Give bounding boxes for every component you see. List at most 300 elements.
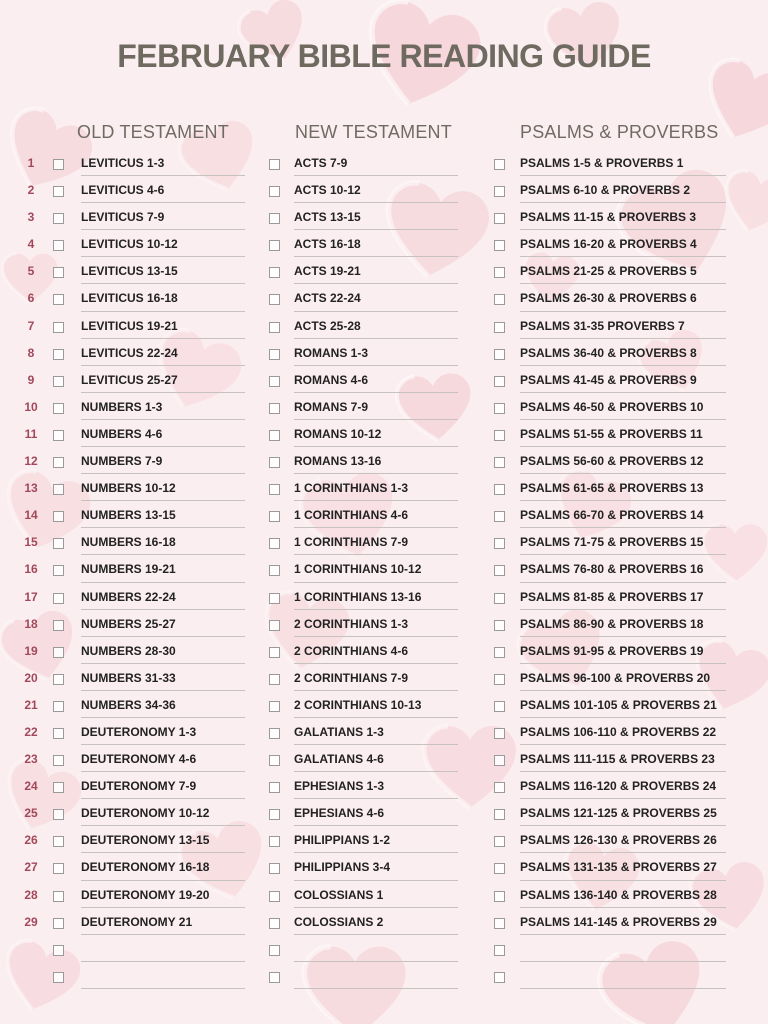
underline-divider bbox=[520, 609, 726, 610]
reading-checkbox[interactable] bbox=[269, 403, 280, 414]
day-number: 22 bbox=[24, 724, 38, 739]
reading-label: DEUTERONOMY 10-12 bbox=[81, 806, 210, 821]
reading-label: NUMBERS 16-18 bbox=[81, 535, 176, 550]
underline-divider bbox=[81, 934, 245, 935]
reading-checkbox[interactable] bbox=[494, 294, 505, 305]
reading-label: 1 CORINTHIANS 10-12 bbox=[294, 562, 422, 577]
reading-checkbox[interactable] bbox=[269, 782, 280, 793]
reading-label: DEUTERONOMY 4-6 bbox=[81, 752, 197, 767]
underline-divider bbox=[520, 527, 726, 528]
reading-label: ROMANS 10-12 bbox=[294, 426, 382, 441]
underline-divider bbox=[520, 446, 726, 447]
underline-divider bbox=[294, 446, 458, 447]
reading-checkbox[interactable] bbox=[269, 322, 280, 333]
reading-checkbox[interactable] bbox=[53, 593, 64, 604]
day-number: 15 bbox=[24, 535, 38, 550]
reading-label: PSALMS 131-135 & PROVERBS 27 bbox=[520, 860, 717, 875]
reading-label: COLOSSIANS 1 bbox=[294, 887, 384, 902]
underline-divider bbox=[294, 202, 458, 203]
reading-label: PSALMS 76-80 & PROVERBS 16 bbox=[520, 562, 704, 577]
reading-checkbox[interactable] bbox=[494, 159, 505, 170]
reading-label: NUMBERS 13-15 bbox=[81, 508, 176, 523]
underline-divider bbox=[81, 663, 245, 664]
reading-checkbox[interactable] bbox=[269, 728, 280, 739]
reading-checkbox[interactable] bbox=[53, 674, 64, 685]
underline-divider bbox=[294, 392, 458, 393]
reading-checkbox[interactable] bbox=[53, 701, 64, 712]
reading-checkbox[interactable] bbox=[494, 213, 505, 224]
day-number: 2 bbox=[27, 183, 35, 198]
reading-label: PSALMS 91-95 & PROVERBS 19 bbox=[520, 643, 704, 658]
underline-divider bbox=[520, 175, 726, 176]
reading-checkbox[interactable] bbox=[494, 728, 505, 739]
reading-label: LEVITICUS 10-12 bbox=[81, 237, 178, 252]
reading-checkbox[interactable] bbox=[53, 294, 64, 305]
reading-label: ROMANS 7-9 bbox=[294, 399, 369, 414]
reading-checkbox[interactable] bbox=[269, 836, 280, 847]
reading-label: GALATIANS 4-6 bbox=[294, 752, 384, 767]
reading-checkbox[interactable] bbox=[494, 809, 505, 820]
underline-divider bbox=[294, 880, 458, 881]
underline-divider bbox=[520, 825, 726, 826]
day-number: 7 bbox=[27, 318, 35, 333]
underline-divider bbox=[520, 419, 726, 420]
underline-divider bbox=[294, 256, 458, 257]
reading-label: NUMBERS 4-6 bbox=[81, 426, 163, 441]
underline-divider bbox=[520, 717, 726, 718]
underline-divider bbox=[520, 690, 726, 691]
underline-divider bbox=[81, 311, 245, 312]
day-number: 14 bbox=[24, 508, 38, 523]
reading-label: PSALMS 96-100 & PROVERBS 20 bbox=[520, 670, 711, 685]
reading-checkbox[interactable] bbox=[53, 891, 64, 902]
underline-divider bbox=[294, 175, 458, 176]
reading-label: LEVITICUS 19-21 bbox=[81, 318, 178, 333]
underline-divider bbox=[294, 338, 458, 339]
psalms-proverbs-header: PSALMS & PROVERBS bbox=[520, 122, 719, 142]
reading-label: PSALMS 71-75 & PROVERBS 15 bbox=[520, 535, 704, 550]
reading-checkbox[interactable] bbox=[53, 430, 64, 441]
reading-checkbox[interactable] bbox=[494, 538, 505, 549]
reading-checkbox[interactable] bbox=[269, 972, 280, 983]
reading-label: DEUTERONOMY 19-20 bbox=[81, 887, 210, 902]
underline-divider bbox=[81, 229, 245, 230]
reading-label: PSALMS 141-145 & PROVERBS 29 bbox=[520, 914, 717, 929]
reading-checkbox[interactable] bbox=[269, 159, 280, 170]
underline-divider bbox=[520, 229, 726, 230]
reading-label: NUMBERS 10-12 bbox=[81, 481, 176, 496]
reading-label: 2 CORINTHIANS 10-13 bbox=[294, 697, 422, 712]
day-number: 25 bbox=[24, 806, 38, 821]
underline-divider bbox=[520, 771, 726, 772]
reading-label: LEVITICUS 25-27 bbox=[81, 372, 178, 387]
reading-label: PSALMS 6-10 & PROVERBS 2 bbox=[520, 183, 691, 198]
day-number: 6 bbox=[27, 291, 35, 306]
underline-divider bbox=[520, 798, 726, 799]
reading-checkbox[interactable] bbox=[53, 809, 64, 820]
reading-label: EPHESIANS 4-6 bbox=[294, 806, 385, 821]
day-number: 11 bbox=[24, 426, 38, 441]
underline-divider bbox=[294, 473, 458, 474]
underline-divider bbox=[520, 961, 726, 962]
reading-label: PSALMS 31-35 PROVERBS 7 bbox=[520, 318, 685, 333]
underline-divider bbox=[81, 256, 245, 257]
heart-icon bbox=[0, 931, 89, 1024]
underline-divider bbox=[81, 771, 245, 772]
reading-label: LEVITICUS 16-18 bbox=[81, 291, 178, 306]
underline-divider bbox=[520, 256, 726, 257]
reading-checkbox[interactable] bbox=[494, 918, 505, 929]
day-number: 24 bbox=[24, 779, 38, 794]
day-number: 28 bbox=[24, 887, 38, 902]
reading-label: ROMANS 4-6 bbox=[294, 372, 369, 387]
underline-divider bbox=[294, 988, 458, 989]
reading-label: NUMBERS 7-9 bbox=[81, 454, 163, 469]
reading-checkbox[interactable] bbox=[269, 538, 280, 549]
heart-icon bbox=[371, 171, 498, 298]
reading-checkbox[interactable] bbox=[269, 240, 280, 251]
underline-divider bbox=[294, 852, 458, 853]
reading-label: PSALMS 26-30 & PROVERBS 6 bbox=[520, 291, 697, 306]
reading-checkbox[interactable] bbox=[269, 484, 280, 495]
heart-icon bbox=[420, 720, 520, 820]
underline-divider bbox=[520, 338, 726, 339]
day-number: 19 bbox=[24, 643, 38, 658]
day-number: 29 bbox=[24, 914, 38, 929]
reading-checkbox[interactable] bbox=[269, 701, 280, 712]
reading-checkbox[interactable] bbox=[269, 945, 280, 956]
day-numbers bbox=[14, 150, 48, 936]
reading-checkbox[interactable] bbox=[53, 836, 64, 847]
reading-label: LEVITICUS 1-3 bbox=[81, 156, 165, 170]
reading-checkbox[interactable] bbox=[494, 565, 505, 576]
underline-divider bbox=[81, 365, 245, 366]
underline-divider bbox=[520, 554, 726, 555]
reading-checkbox[interactable] bbox=[269, 376, 280, 387]
reading-checkbox[interactable] bbox=[53, 349, 64, 360]
reading-checkbox[interactable] bbox=[269, 918, 280, 929]
heart-icon bbox=[392, 367, 479, 454]
reading-label: DEUTERONOMY 16-18 bbox=[81, 860, 210, 875]
day-number: 18 bbox=[24, 616, 38, 631]
underline-divider bbox=[81, 446, 245, 447]
reading-checkbox[interactable] bbox=[494, 240, 505, 251]
reading-label: COLOSSIANS 2 bbox=[294, 914, 384, 929]
reading-checkbox[interactable] bbox=[494, 755, 505, 766]
reading-checkbox[interactable] bbox=[494, 484, 505, 495]
reading-checkbox[interactable] bbox=[53, 538, 64, 549]
day-number: 17 bbox=[24, 589, 38, 604]
reading-label: PHILIPPIANS 3-4 bbox=[294, 860, 391, 875]
reading-checkbox[interactable] bbox=[494, 457, 505, 468]
reading-label: PSALMS 1-5 & PROVERBS 1 bbox=[520, 156, 684, 170]
reading-checkbox[interactable] bbox=[53, 159, 64, 170]
reading-label: GALATIANS 1-3 bbox=[294, 724, 384, 739]
underline-divider bbox=[81, 690, 245, 691]
reading-label: NUMBERS 22-24 bbox=[81, 589, 176, 604]
reading-checkbox[interactable] bbox=[53, 972, 64, 983]
underline-divider bbox=[81, 798, 245, 799]
reading-checkbox[interactable] bbox=[269, 213, 280, 224]
reading-checkbox[interactable] bbox=[494, 593, 505, 604]
underline-divider bbox=[81, 283, 245, 284]
underline-divider bbox=[294, 798, 458, 799]
underline-divider bbox=[294, 825, 458, 826]
underline-divider bbox=[81, 852, 245, 853]
underline-divider bbox=[520, 283, 726, 284]
underline-divider bbox=[294, 527, 458, 528]
underline-divider bbox=[81, 338, 245, 339]
reading-label: PSALMS 41-45 & PROVERBS 9 bbox=[520, 372, 697, 387]
reading-label: PHILIPPIANS 1-2 bbox=[294, 833, 391, 848]
day-number: 12 bbox=[24, 454, 38, 469]
underline-divider bbox=[81, 419, 245, 420]
reading-checkbox[interactable] bbox=[269, 647, 280, 658]
underline-divider bbox=[294, 717, 458, 718]
underline-divider bbox=[520, 582, 726, 583]
reading-checkbox[interactable] bbox=[53, 620, 64, 631]
reading-checkbox[interactable] bbox=[53, 918, 64, 929]
day-number: 8 bbox=[27, 345, 35, 360]
underline-divider bbox=[294, 636, 458, 637]
day-number: 16 bbox=[24, 562, 38, 577]
reading-checkbox[interactable] bbox=[53, 728, 64, 739]
reading-checkbox[interactable] bbox=[269, 755, 280, 766]
reading-label: PSALMS 111-115 & PROVERBS 23 bbox=[520, 752, 715, 767]
underline-divider bbox=[520, 744, 726, 745]
underline-divider bbox=[81, 717, 245, 718]
reading-checkbox[interactable] bbox=[269, 430, 280, 441]
reading-checkbox[interactable] bbox=[494, 674, 505, 685]
underline-divider bbox=[520, 636, 726, 637]
reading-label: PSALMS 61-65 & PROVERBS 13 bbox=[520, 481, 704, 496]
reading-checkbox[interactable] bbox=[494, 430, 505, 441]
reading-checkbox[interactable] bbox=[494, 647, 505, 658]
reading-label: PSALMS 101-105 & PROVERBS 21 bbox=[520, 697, 717, 712]
underline-divider bbox=[520, 392, 726, 393]
underline-divider bbox=[81, 636, 245, 637]
day-number: 10 bbox=[24, 399, 38, 414]
reading-checkbox[interactable] bbox=[53, 565, 64, 576]
reading-checkbox[interactable] bbox=[53, 484, 64, 495]
reading-label: PSALMS 16-20 & PROVERBS 4 bbox=[520, 237, 697, 252]
day-number: 20 bbox=[24, 670, 38, 685]
underline-divider bbox=[294, 582, 458, 583]
reading-label: 2 CORINTHIANS 1-3 bbox=[294, 616, 409, 631]
reading-checkbox[interactable] bbox=[53, 240, 64, 251]
reading-label: DEUTERONOMY 1-3 bbox=[81, 724, 197, 739]
underline-divider bbox=[81, 202, 245, 203]
day-number: 21 bbox=[24, 697, 38, 712]
underline-divider bbox=[294, 961, 458, 962]
underline-divider bbox=[81, 473, 245, 474]
reading-checkbox[interactable] bbox=[53, 376, 64, 387]
reading-checkbox[interactable] bbox=[494, 186, 505, 197]
underline-divider bbox=[81, 609, 245, 610]
underline-divider bbox=[294, 311, 458, 312]
reading-label: PSALMS 86-90 & PROVERBS 18 bbox=[520, 616, 704, 631]
reading-checkbox[interactable] bbox=[53, 213, 64, 224]
reading-checkbox[interactable] bbox=[53, 186, 64, 197]
reading-label: PSALMS 136-140 & PROVERBS 28 bbox=[520, 887, 717, 902]
underline-divider bbox=[294, 744, 458, 745]
reading-checkbox[interactable] bbox=[269, 593, 280, 604]
underline-divider bbox=[294, 365, 458, 366]
underline-divider bbox=[294, 934, 458, 935]
reading-checkbox[interactable] bbox=[494, 349, 505, 360]
reading-checkbox[interactable] bbox=[494, 863, 505, 874]
reading-checkbox[interactable] bbox=[269, 457, 280, 468]
reading-label: 2 CORINTHIANS 7-9 bbox=[294, 670, 409, 685]
reading-checkbox[interactable] bbox=[53, 511, 64, 522]
day-number: 1 bbox=[27, 156, 35, 170]
reading-label: PSALMS 46-50 & PROVERBS 10 bbox=[520, 399, 704, 414]
reading-label: PSALMS 11-15 & PROVERBS 3 bbox=[520, 210, 697, 225]
underline-divider bbox=[520, 988, 726, 989]
reading-label: ACTS 16-18 bbox=[294, 237, 361, 252]
page-title: FEBRUARY BIBLE READING GUIDE bbox=[117, 38, 651, 74]
reading-label: PSALMS 106-110 & PROVERBS 22 bbox=[520, 724, 717, 739]
reading-label: NUMBERS 34-36 bbox=[81, 697, 176, 712]
underline-divider bbox=[294, 554, 458, 555]
reading-checkbox[interactable] bbox=[494, 836, 505, 847]
underline-divider bbox=[81, 582, 245, 583]
underline-divider bbox=[81, 175, 245, 176]
reading-checkbox[interactable] bbox=[494, 267, 505, 278]
reading-checkbox[interactable] bbox=[494, 511, 505, 522]
reading-checkbox[interactable] bbox=[494, 620, 505, 631]
reading-label: ACTS 19-21 bbox=[294, 264, 361, 279]
underline-divider bbox=[81, 880, 245, 881]
reading-label: 1 CORINTHIANS 13-16 bbox=[294, 589, 422, 604]
reading-label: DEUTERONOMY 7-9 bbox=[81, 779, 197, 794]
reading-label: DEUTERONOMY 13-15 bbox=[81, 833, 210, 848]
old-testament-header: OLD TESTAMENT bbox=[77, 122, 229, 142]
reading-checkbox[interactable] bbox=[53, 457, 64, 468]
reading-checkbox[interactable] bbox=[269, 674, 280, 685]
underline-divider bbox=[294, 907, 458, 908]
reading-checkbox[interactable] bbox=[269, 891, 280, 902]
reading-label: DEUTERONOMY 21 bbox=[81, 914, 193, 929]
underline-divider bbox=[81, 988, 245, 989]
underline-divider bbox=[520, 473, 726, 474]
underline-divider bbox=[294, 609, 458, 610]
reading-checkbox[interactable] bbox=[494, 322, 505, 333]
day-number: 5 bbox=[27, 264, 35, 279]
heart-icon bbox=[300, 940, 410, 1024]
reading-label: 1 CORINTHIANS 4-6 bbox=[294, 508, 409, 523]
reading-checkbox[interactable] bbox=[53, 403, 64, 414]
reading-checkbox[interactable] bbox=[53, 782, 64, 793]
reading-checkbox[interactable] bbox=[269, 186, 280, 197]
reading-checkbox[interactable] bbox=[269, 294, 280, 305]
reading-label: ACTS 7-9 bbox=[294, 156, 348, 170]
reading-label: ACTS 25-28 bbox=[294, 318, 361, 333]
reading-label: LEVITICUS 13-15 bbox=[81, 264, 178, 279]
day-number: 9 bbox=[27, 372, 35, 387]
reading-label: PSALMS 81-85 & PROVERBS 17 bbox=[520, 589, 704, 604]
reading-label: PSALMS 51-55 & PROVERBS 11 bbox=[520, 426, 703, 441]
reading-checkbox[interactable] bbox=[53, 647, 64, 658]
reading-label: PSALMS 116-120 & PROVERBS 24 bbox=[520, 779, 717, 794]
reading-label: ACTS 22-24 bbox=[294, 291, 361, 306]
underline-divider bbox=[81, 392, 245, 393]
reading-checkbox[interactable] bbox=[269, 349, 280, 360]
underline-divider bbox=[294, 283, 458, 284]
underline-divider bbox=[81, 825, 245, 826]
underline-divider bbox=[520, 663, 726, 664]
reading-checkbox[interactable] bbox=[53, 863, 64, 874]
reading-label: LEVITICUS 7-9 bbox=[81, 210, 165, 225]
reading-checkbox[interactable] bbox=[494, 376, 505, 387]
underline-divider bbox=[81, 527, 245, 528]
underline-divider bbox=[294, 663, 458, 664]
underline-divider bbox=[520, 365, 726, 366]
day-number: 23 bbox=[24, 752, 38, 767]
underline-divider bbox=[294, 500, 458, 501]
underline-divider bbox=[520, 311, 726, 312]
reading-checkbox[interactable] bbox=[269, 511, 280, 522]
underline-divider bbox=[294, 771, 458, 772]
reading-checkbox[interactable] bbox=[269, 620, 280, 631]
reading-checkbox[interactable] bbox=[53, 755, 64, 766]
underline-divider bbox=[81, 907, 245, 908]
reading-checkbox[interactable] bbox=[269, 565, 280, 576]
reading-label: ACTS 10-12 bbox=[294, 183, 361, 198]
reading-checkbox[interactable] bbox=[494, 782, 505, 793]
reading-checkbox[interactable] bbox=[494, 945, 505, 956]
reading-checkbox[interactable] bbox=[494, 701, 505, 712]
reading-label: NUMBERS 1-3 bbox=[81, 399, 163, 414]
reading-label: NUMBERS 31-33 bbox=[81, 670, 176, 685]
reading-checkbox[interactable] bbox=[269, 863, 280, 874]
underline-divider bbox=[81, 554, 245, 555]
underline-divider bbox=[81, 961, 245, 962]
reading-label: NUMBERS 25-27 bbox=[81, 616, 176, 631]
reading-label: PSALMS 36-40 & PROVERBS 8 bbox=[520, 345, 697, 360]
reading-label: 2 CORINTHIANS 4-6 bbox=[294, 643, 409, 658]
day-number: 4 bbox=[27, 237, 35, 252]
underline-divider bbox=[520, 500, 726, 501]
underline-divider bbox=[294, 229, 458, 230]
reading-checkbox[interactable] bbox=[269, 267, 280, 278]
reading-label: 1 CORINTHIANS 1-3 bbox=[294, 481, 409, 496]
underline-divider bbox=[81, 500, 245, 501]
underline-divider bbox=[520, 852, 726, 853]
reading-label: EPHESIANS 1-3 bbox=[294, 779, 385, 794]
reading-checkbox[interactable] bbox=[494, 891, 505, 902]
new-testament-header: NEW TESTAMENT bbox=[295, 122, 452, 142]
reading-label: PSALMS 56-60 & PROVERBS 12 bbox=[520, 454, 704, 469]
reading-label: ACTS 13-15 bbox=[294, 210, 361, 225]
underline-divider bbox=[294, 690, 458, 691]
reading-label: PSALMS 126-130 & PROVERBS 26 bbox=[520, 833, 717, 848]
reading-checkbox[interactable] bbox=[494, 972, 505, 983]
reading-checkbox[interactable] bbox=[53, 267, 64, 278]
reading-checkbox[interactable] bbox=[269, 809, 280, 820]
underline-divider bbox=[520, 934, 726, 935]
reading-checkbox[interactable] bbox=[53, 322, 64, 333]
reading-label: ROMANS 13-16 bbox=[294, 454, 382, 469]
reading-checkbox[interactable] bbox=[494, 403, 505, 414]
reading-label: PSALMS 21-25 & PROVERBS 5 bbox=[520, 264, 697, 279]
reading-checkbox[interactable] bbox=[53, 945, 64, 956]
underline-divider bbox=[81, 744, 245, 745]
day-number: 13 bbox=[24, 481, 38, 496]
underline-divider bbox=[520, 880, 726, 881]
reading-label: ROMANS 1-3 bbox=[294, 345, 369, 360]
day-number: 26 bbox=[24, 833, 38, 848]
